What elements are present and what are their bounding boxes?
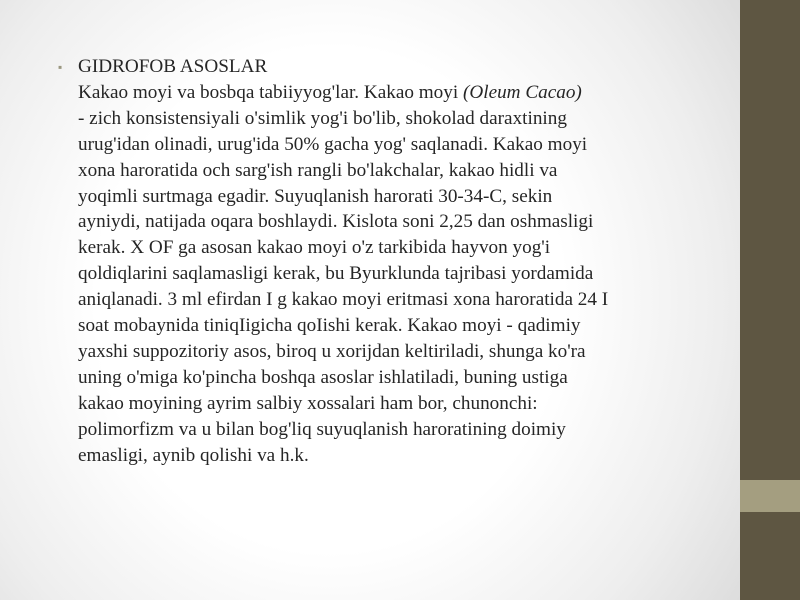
latin-name: (Oleum Cacao) xyxy=(463,81,582,103)
bullet-item xyxy=(58,54,698,469)
decorative-sidebar-band xyxy=(740,480,800,512)
bullet-icon: ▪ xyxy=(58,60,63,74)
body-text xyxy=(78,54,698,469)
paragraph-intro: Kakao moyi va bosbqa tabiiyyog'lar. Kakao moyi xyxy=(78,81,463,103)
paragraph-body: - zich konsistensiyali o'simlik yog'i bo'lib, shokolad daraxtining urug'idan olinadi, urug'ida 50% gacha yog' saqlanadi. Kakao moyi xona haroratida och sarg'ish rangli bo'lakchalar, kakao hidli va yoqimli surtmaga egadir. Suyuqlanish harorati 30-34-C, sekin ayniydi, natijada oqara boshlaydi. Kislota soni 2,25 dan oshmasligi kerak. X OF ga asosan kakao moyi o'z tarkibida hayvon yog'i qoldiqlarini saqlamasligi kerak, bu Byurklunda tajribasi yordamida aniqlanadi. 3 ml efirdan I g kakao moyi eritmasi xona haroratida 24 I soat mobaynida tiniqIigicha qoIishi kerak. Kakao moyi - qadimiy yaxshi suppozitoriy asos, biroq u xorijdan keltiriladi, shunga ko'ra uning o'miga ko'pincha boshqa asoslar ishlatiladi, buning ustiga kakao moyining ayrim salbiy xossalari ham bor, chunonchi: polimorfizm va u bilan bog'liq suyuqlanish haroratining doimiy emasligi, aynib qolishi va h.k. xyxy=(78,107,609,466)
slide-content xyxy=(58,54,698,469)
heading: GIDROFOB ASOSLAR xyxy=(78,56,268,77)
